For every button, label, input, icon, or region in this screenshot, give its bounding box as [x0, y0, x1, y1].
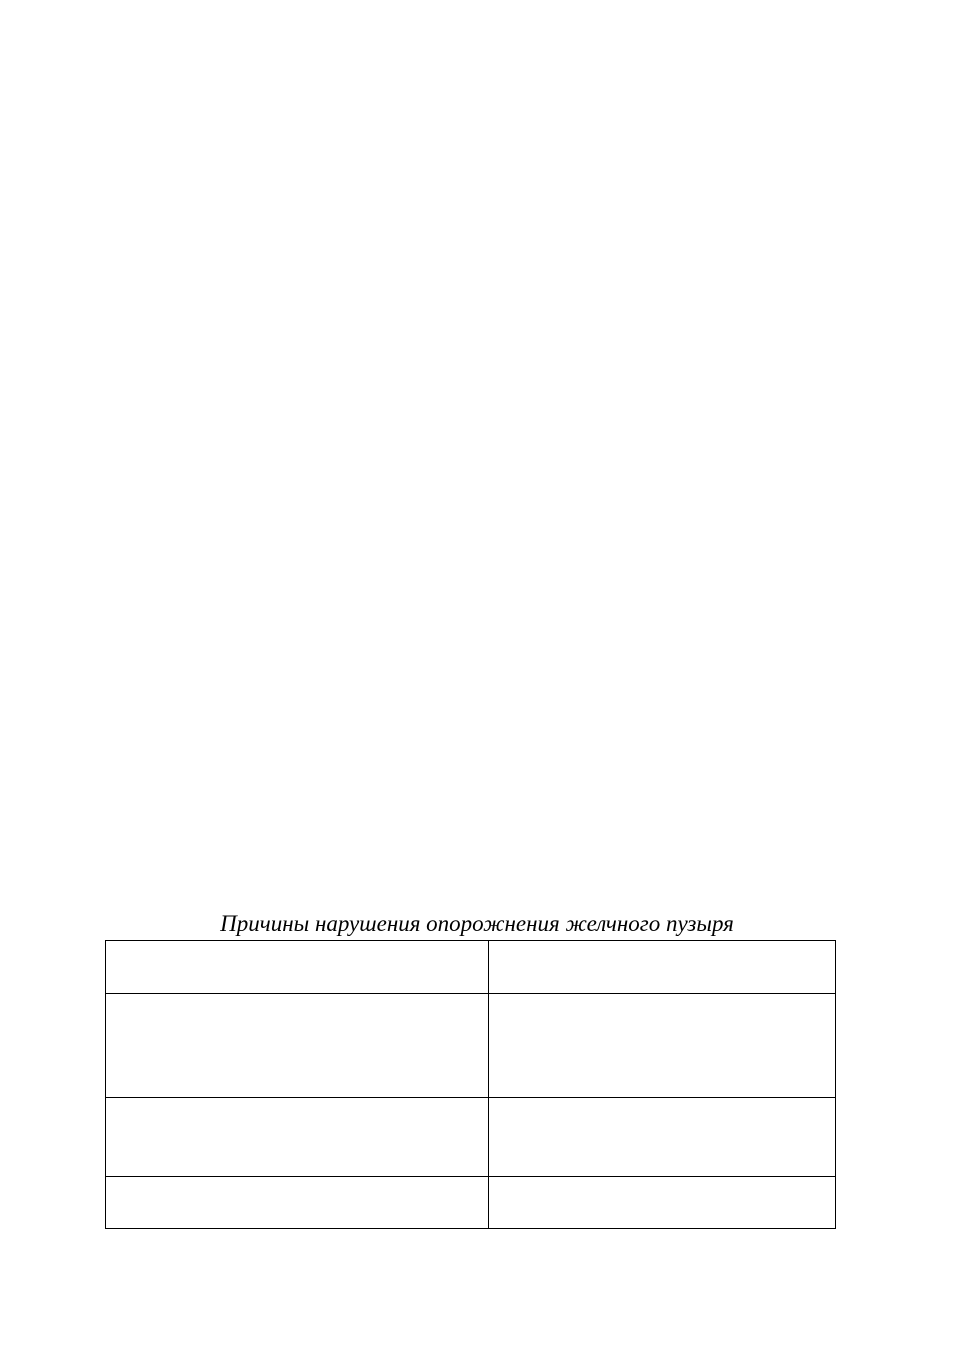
table-row: [106, 1098, 836, 1177]
causes-table: [105, 940, 836, 1229]
table-row: [106, 1177, 836, 1229]
table-cell: [106, 1098, 489, 1177]
table-row: [106, 941, 836, 994]
table-caption: Причины нарушения опорожнения желчного пузыря: [220, 911, 734, 936]
table-cell: [489, 941, 836, 994]
table-cell: [106, 941, 489, 994]
table-cell: [489, 1177, 836, 1229]
table-cell: [489, 994, 836, 1098]
table-row: [106, 994, 836, 1098]
table-cell: [489, 1098, 836, 1177]
table-cell: [106, 1177, 489, 1229]
table-cell: [106, 994, 489, 1098]
